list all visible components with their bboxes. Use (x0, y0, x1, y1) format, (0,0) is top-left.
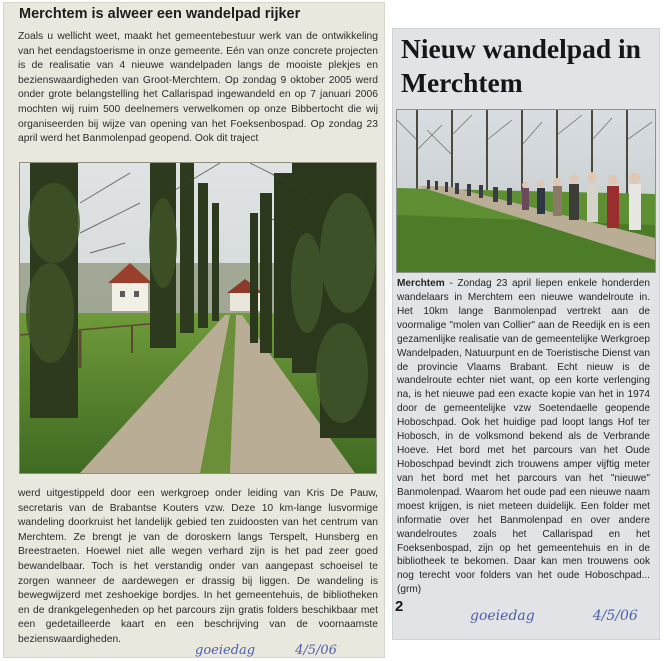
right-article-title: Nieuw wandelpad in Merchtem (401, 33, 641, 98)
tree-lane-photo (19, 162, 377, 474)
right-newspaper-clipping (392, 28, 660, 640)
left-article-title: Merchtem is alweer een wandelpad rijker (19, 6, 301, 22)
right-article-dateline: Merchtem (397, 278, 445, 289)
handwritten-date: 4/5/06 (592, 608, 638, 624)
left-handwritten-note (195, 643, 337, 658)
left-newspaper-clipping (3, 2, 385, 658)
handwritten-source: goeiedag (470, 608, 535, 624)
right-handwritten-note (470, 608, 638, 624)
left-article-paragraph-2: werd uitgestippeld door een werkgroep onder leiding van Kris De Pauw, secretaris van de Brabantse Kouters vzw. Deze 10 km-lange lusvormige wandeling doorkruist het landelijk gebied ten zuidoosten van het centrum van Merchtem. Ze brengt je van de doroskern langs Terspelt, Hunsberg en Breestraeten. Hoewel niet alle wegen verhard zijn is het pad zeer goed bewandelbaar. Toch is het verstandig onder van aangepast schoeisel te zorgen wanneer de aardewegen er drassig bij liggen. De wandeling is bewegwijzerd met zeshoekige bordjes. In het gemeentehuis, de bibliotheken en de drankgelegenheden op het parcours zijn gratis folders beschikbaar met een gedetailleerde kaart en een beschrijving van de voornaamste bezienswaardigheden. (18, 488, 378, 646)
handwritten-date: 4/5/06 (295, 643, 337, 658)
page-number: 2 (395, 598, 404, 615)
handwritten-source: goeiedag (195, 643, 256, 658)
right-article-body (397, 277, 650, 597)
right-article-text: - Zondag 23 april liepen enkele honderden wandelaars in Merchtem een nieuwe wandelroute in. Het 10km lange Banmolenpad vertrekt aan de voormalige "molen van Collier" aan de Reedijk en is een gezamenlijke realisatie van de gemeentelijke Werkgroep Wandelpaden, Natuurpunt en de Toeristische Dienst van de provincie Vlaams Brabant. Echt nieuw is de wandelroute echter niet want, op een korte verlenging na, is het nieuwe pad een exacte kopie van het in 1974 door de gemeentelijke vzw Soetendaelle geopende Hoboschpad. Ook het huidige pad loopt langs Hof ter Hobosch, in de volksmond bekend als de Verbrande Hoeve. Het bord met het parcours van het Oude Hoboschpad bevindt zich trouwens amper vijftig meter van het bord met het parcours van het "nieuwe" Banmolenpad. Waarom het oude pad een nieuwe naam moest krijgen, is niet meteen duidelijk. Een folder met informatie over het Banmolenpad en over andere wandelroutes zoals het Callarispad en het Foeksenbospad, zijn op het gemeentehuis en in de bibliotheek te bekomen. Daar kan men trouwens ook nog terecht voor folders van het oude Hoboschpad... (grm) (397, 278, 650, 596)
left-article-paragraph-1: Zoals u wellicht weet, maakt het gemeentebestuur werk van de ontwikkeling van het eendagstoerisme in onze gemeente. Eén van onze concrete projecten is de realisatie van 4 nieuwe wandelpaden langs de mooiste plekjes en bezienswaardigheden van Groot-Merchtem. Op zondag 9 oktober 2005 werd onder grote belangstelling het Callarispad ingewandeld en op 7 januari 2006 mochten wij ruim 500 deelnemers verwelkomen op onze Bibbertocht die wij organiseerden bij wijze van opening van het Foeksenbospad. Op zondag 23 april werd het Banmolenpad geopend. Ook dit traject (18, 31, 378, 145)
walkers-photo (396, 109, 656, 273)
